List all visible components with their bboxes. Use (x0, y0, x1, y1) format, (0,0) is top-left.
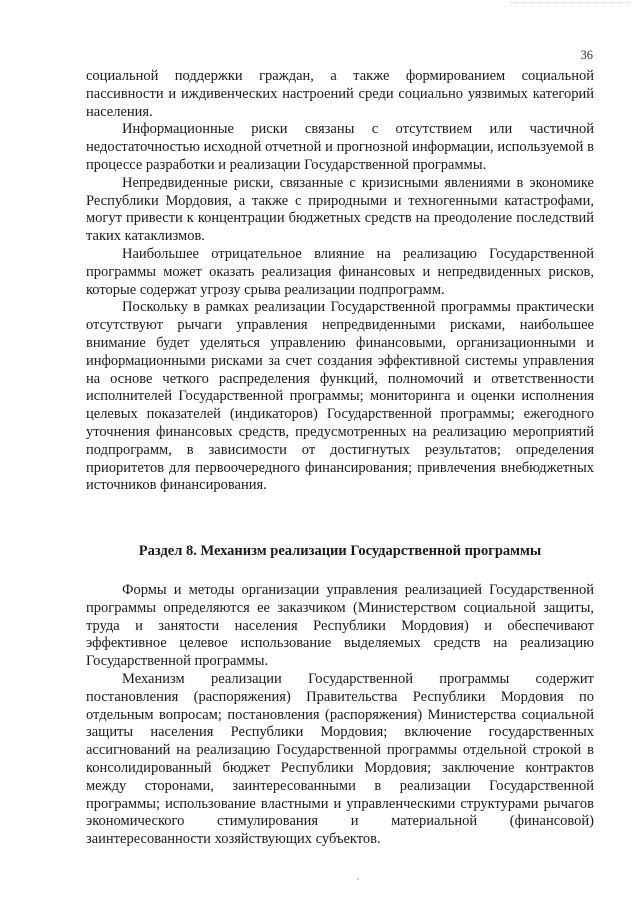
scan-speck (357, 878, 359, 880)
paragraph: Механизм реализации Государственной программы содержит постановления (распоряжения) Правительства Республики Мордовия по отдельным вопросам; постановления (распоряжения) Министерства социальной защиты населения Республики Мордовия; включение государственных ассигнований на реализацию Государственной программы отдельной строкой в консолидированный бюджет Республики Мордовия; заключение контрактов между сторонами, заинтересованными в реализации Государственной программы; использование властными и управленческими структурами рычагов экономического стимулирования и материальной (финансовой) заинтересованности хозяйствующих субъектов. (86, 670, 594, 848)
risk-section-text (86, 68, 594, 495)
scan-artifact (510, 2, 630, 9)
paragraph: Формы и методы организации управления реализацией Государственной программы определяются ее заказчиком (Министерством социальной защиты, труда и занятости населения Республики Мордовия) и обеспечивают эффективное целевое использование выделяемых средств на реализацию Государственной программы. (86, 582, 594, 670)
mechanism-section-text (86, 582, 594, 849)
paragraph: Информационные риски связаны с отсутствием или частичной недостаточностью исходной отчетной и прогнозной информации, используемой в процессе разработки и реализации Государственной программы. (86, 121, 594, 173)
page-number: 36 (580, 48, 593, 62)
section-heading: Раздел 8. Механизм реализации Государственной программы (138, 543, 542, 559)
paragraph: Непредвиденные риски, связанные с кризисными явлениями в экономике Республики Мордовия, а также с природными и техногенными катастрофами, могут привести к концентрации бюджетных средств на преодоление последствий таких катаклизмов. (86, 174, 594, 245)
paragraph: Наибольшее отрицательное влияние на реализацию Государственной программы может оказать реализация финансовых и непредвиденных рисков, которые содержат угрозу срыва реализации подпрограмм. (86, 245, 594, 298)
paragraph: социальной поддержки граждан, а также формированием социальной пассивности и иждивенческих настроений среди социально уязвимых категорий населения. (86, 68, 594, 120)
paragraph: Поскольку в рамках реализации Государственной программы практически отсутствуют рычаги управления непредвиденными рисками, наибольшее внимание будет уделяться управлению финансовыми, организационными и информационными рисками за счет создания эффективной системы управления на основе четкого распределения функций, полномочий и ответственности исполнителей Государственной программы; мониторинга и оценки исполнения целевых показателей (индикаторов) Государственной программы; ежегодного уточнения финансовых средств, предусмотренных на реализацию мероприятий подпрограмм, в зависимости от достигнутых результатов; определения приоритетов для первоочередного финансирования; привлечения внебюджетных источников финансирования. (86, 299, 594, 494)
